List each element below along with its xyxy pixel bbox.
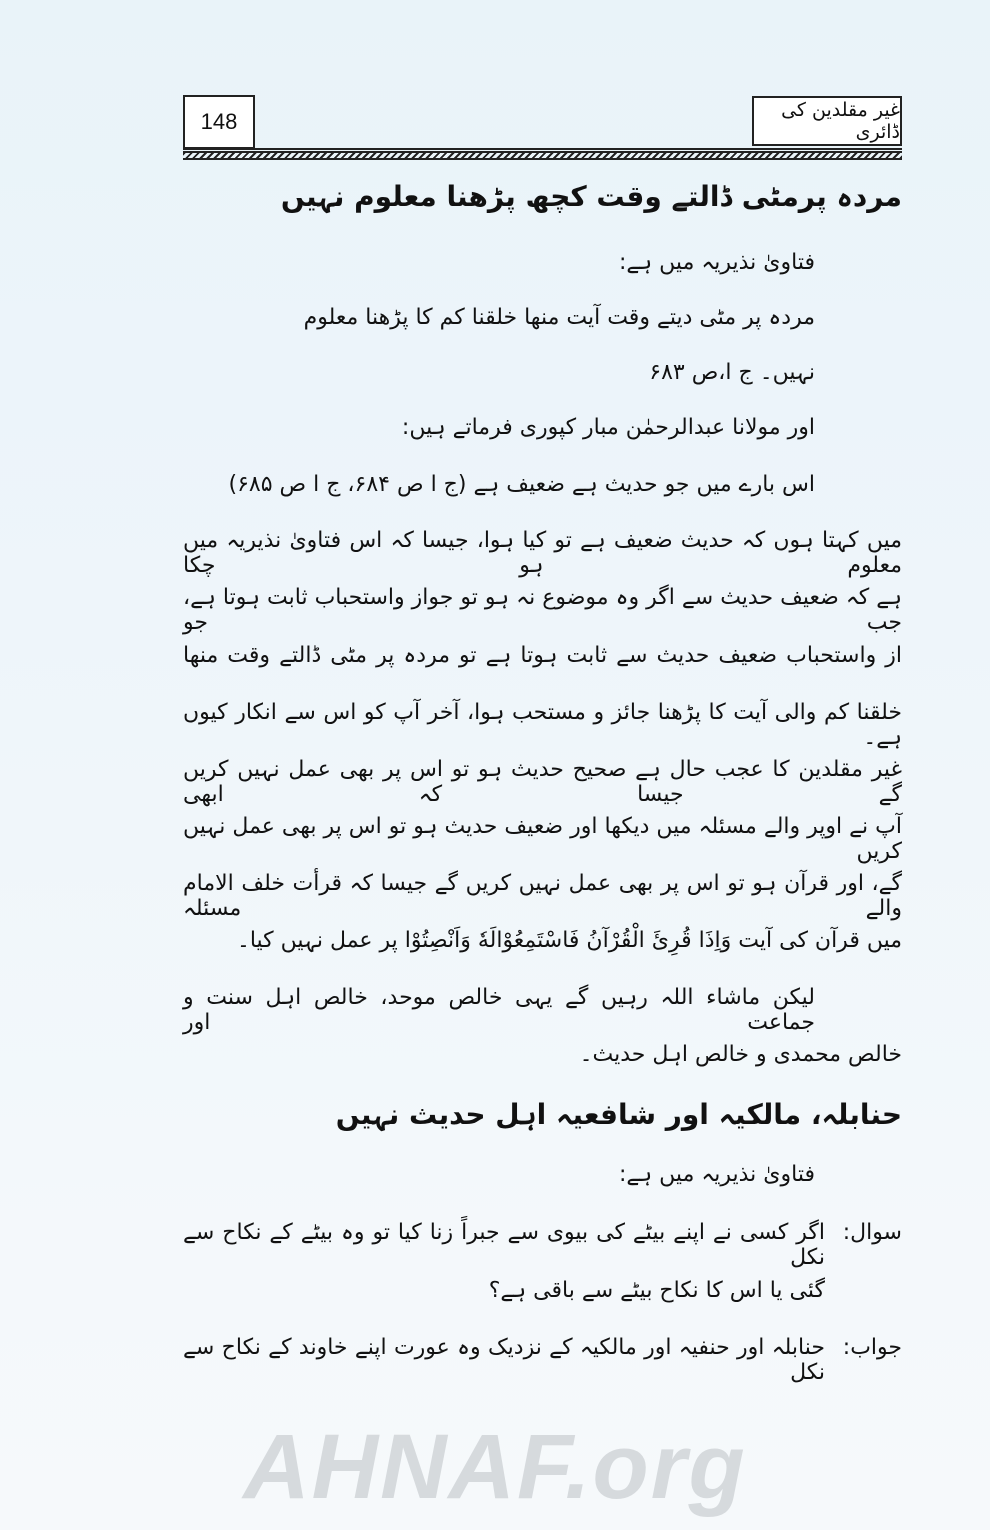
text-line: فتاویٰ نذیریہ میں ہے: bbox=[619, 250, 815, 275]
text-line: آپ نے اوپر والے مسئلہ میں دیکھا اور ضعیف حدیث ہو تو اس پر بھی عمل نہیں کریں bbox=[183, 814, 902, 864]
text-line: مردہ پر مٹی دیتے وقت آیت منھا خلقنا کم کا پڑھنا معلوم bbox=[303, 305, 815, 330]
text-line: خالص محمدی و خالص اہل حدیث۔ bbox=[579, 1042, 902, 1067]
page-number: 148 bbox=[200, 109, 238, 134]
text-line: اس بارے میں جو حدیث ہے ضعیف ہے (ج ا ص ۶۸۴، ج ا ص ۶۸۵) bbox=[228, 472, 815, 497]
text-line: فتاویٰ نذیریہ میں ہے: bbox=[619, 1162, 815, 1187]
running-title: غیر مقلدین کی ڈائری bbox=[781, 99, 900, 143]
section-heading-2: حنابلہ، مالکیہ اور شافعیہ اہل حدیث نہیں bbox=[335, 1098, 902, 1131]
text-line: میں کہتا ہوں کہ حدیث ضعیف ہے تو کیا ہوا، جیسا کہ اس فتاویٰ نذیریہ میں معلوم ہو چکا bbox=[183, 528, 902, 578]
site-watermark: AHNAF.org bbox=[243, 1416, 747, 1518]
question-label: سوال: bbox=[842, 1220, 902, 1245]
text-line: ہے کہ ضعیف حدیث سے اگر وہ موضوع نہ ہو تو جواز واستحباب ثابت ہوتا ہے، جب جو bbox=[183, 585, 902, 635]
text-line: غیر مقلدین کا عجب حال ہے صحیح حدیث ہو تو اس پر بھی عمل نہیں کریں گے جیسا کہ ابھی bbox=[183, 757, 902, 807]
answer-line: حنابلہ اور حنفیہ اور مالکیہ کے نزدیک وہ عورت اپنے خاوند کے نکاح سے نکل bbox=[183, 1335, 825, 1385]
text-line: لیکن ماشاء اللہ رہیں گے یہی خالص موحد، خالص اہل سنت و جماعت اور bbox=[183, 985, 815, 1035]
text-line: خلقنا کم والی آیت کا پڑھنا جائز و مستحب ہوا، آخر آپ کو اس سے انکار کیوں ہے۔ bbox=[183, 700, 902, 750]
question-line: اگر کسی نے اپنے بیٹے کی بیوی سے جبراً زنا کیا تو وہ بیٹے کے نکاح سے نکل bbox=[183, 1220, 825, 1270]
text-line: از واستحباب ضعیف حدیث سے ثابت ہوتا ہے تو مردہ پر مٹی ڈالتے وقت منھا bbox=[183, 643, 902, 668]
header-rule bbox=[183, 148, 902, 150]
text-line: گے، اور قرآن ہو تو اس پر بھی عمل نہیں کریں گے جیسا کہ قرأت خلف الامام والے مسئلہ bbox=[183, 871, 902, 921]
answer-label: جواب: bbox=[842, 1335, 902, 1360]
text-line: میں قرآن کی آیت وَاِذَا قُرِئَ الْقُرْآنُ فَاسْتَمِعُوْالَهٗ وَاَنْصِتُوْا پر عمل نہیں کیا۔ bbox=[236, 928, 902, 953]
running-title-box bbox=[752, 96, 902, 146]
text-line: نہیں۔ ج ا،ص ۶۸۳ bbox=[649, 360, 815, 385]
page-number-box bbox=[183, 95, 255, 149]
header-hatch-rule bbox=[183, 151, 902, 160]
section-heading-1: مردہ پرمٹی ڈالتے وقت کچھ پڑھنا معلوم نہیں bbox=[280, 180, 902, 213]
text-line: اور مولانا عبدالرحمٰن مبار کپوری فرماتے ہیں: bbox=[401, 415, 815, 440]
question-line: گئی یا اس کا نکاح بیٹے سے باقی ہے؟ bbox=[488, 1278, 825, 1303]
